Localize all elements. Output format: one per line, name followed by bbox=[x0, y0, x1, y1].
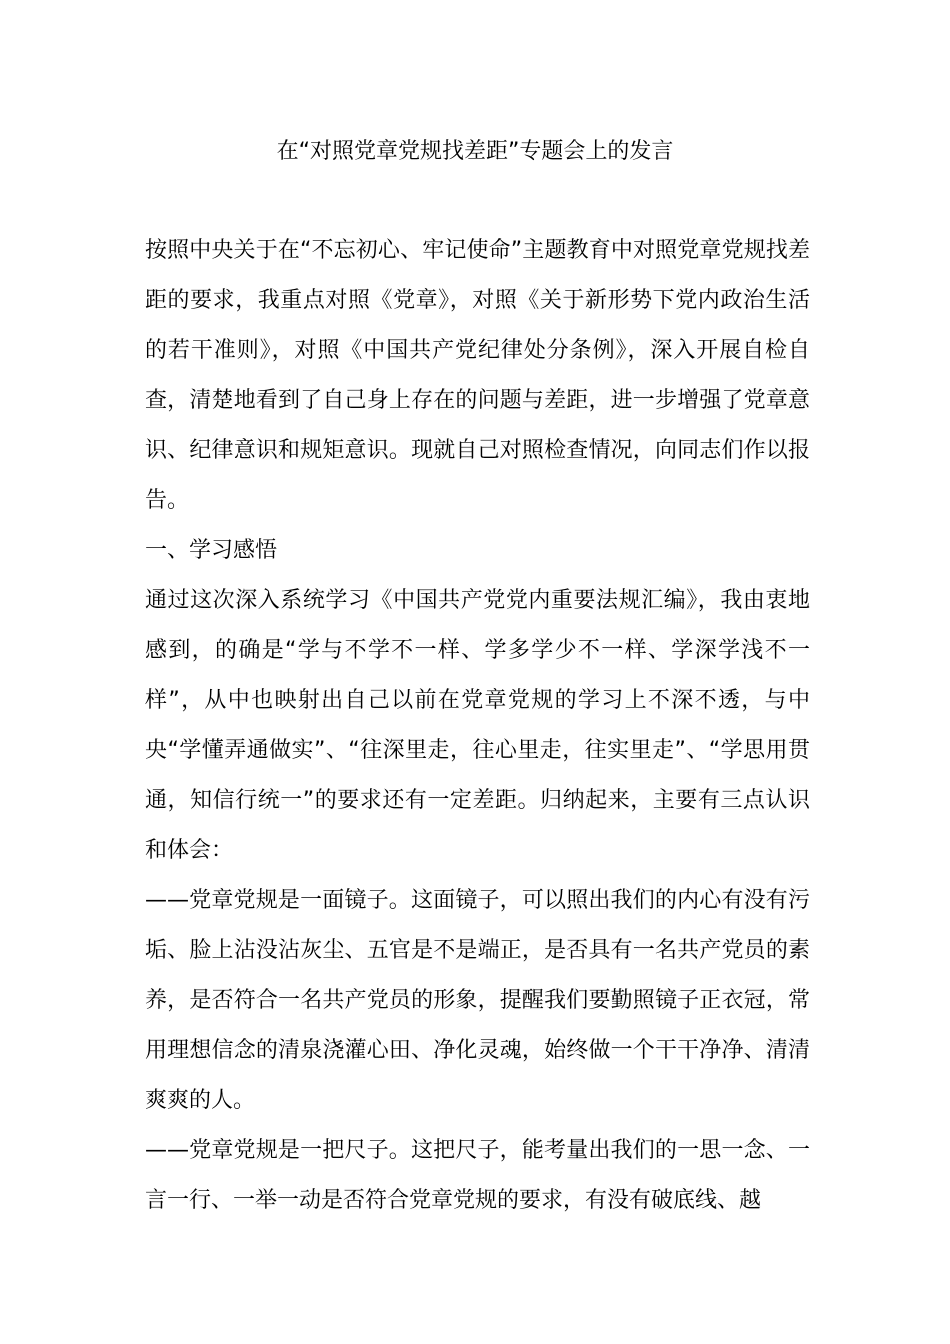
paragraph-intro: 按照中央关于在“不忘初心、牢记使命”主题教育中对照党章党规找差距的要求，我重点对照《党章》，对照《关于新形势下党内政治生活的若干准则》，对照《中国共产党纪律处分条例》，深入开展自检自查，清楚地看到了自己身上存在的问题与差距，进一步增强了党章意识、纪律意识和规矩意识。现就自己对照检查情况，向同志们作以报告。 bbox=[145, 238, 810, 513]
paragraph-ruler: ——党章党规是一把尺子。这把尺子，能考量出我们的一思一念、一言一行、一举一动是否符合党章党规的要求，有没有破底线、越 bbox=[145, 1138, 810, 1213]
document-body bbox=[145, 226, 810, 1226]
section-heading-learning: 一、学习感悟 bbox=[145, 538, 278, 563]
paragraph-mirror: ——党章党规是一面镜子。这面镜子，可以照出我们的内心有没有污垢、脸上沾没沾灰尘、五官是不是端正，是否具有一名共产党员的素养，是否符合一名共产党员的形象，提醒我们要勤照镜子正衣冠，常用理想信念的清泉浇灌心田、净化灵魂，始终做一个干干净净、清清爽爽的人。 bbox=[145, 888, 810, 1113]
document-title: 在“对照党章党规找差距”专题会上的发言 bbox=[276, 139, 674, 164]
paragraph-learning: 通过这次深入系统学习《中国共产党党内重要法规汇编》，我由衷地感到，的确是“学与不学不一样、学多学少不一样、学深学浅不一样”，从中也映射出自己以前在党章党规的学习上不深不透，与中央“学懂弄通做实”、“往深里走，往心里走，往实里走”、“学思用贯通，知信行统一”的要求还有一定差距。归纳起来，主要有三点认识和体会： bbox=[145, 588, 810, 863]
